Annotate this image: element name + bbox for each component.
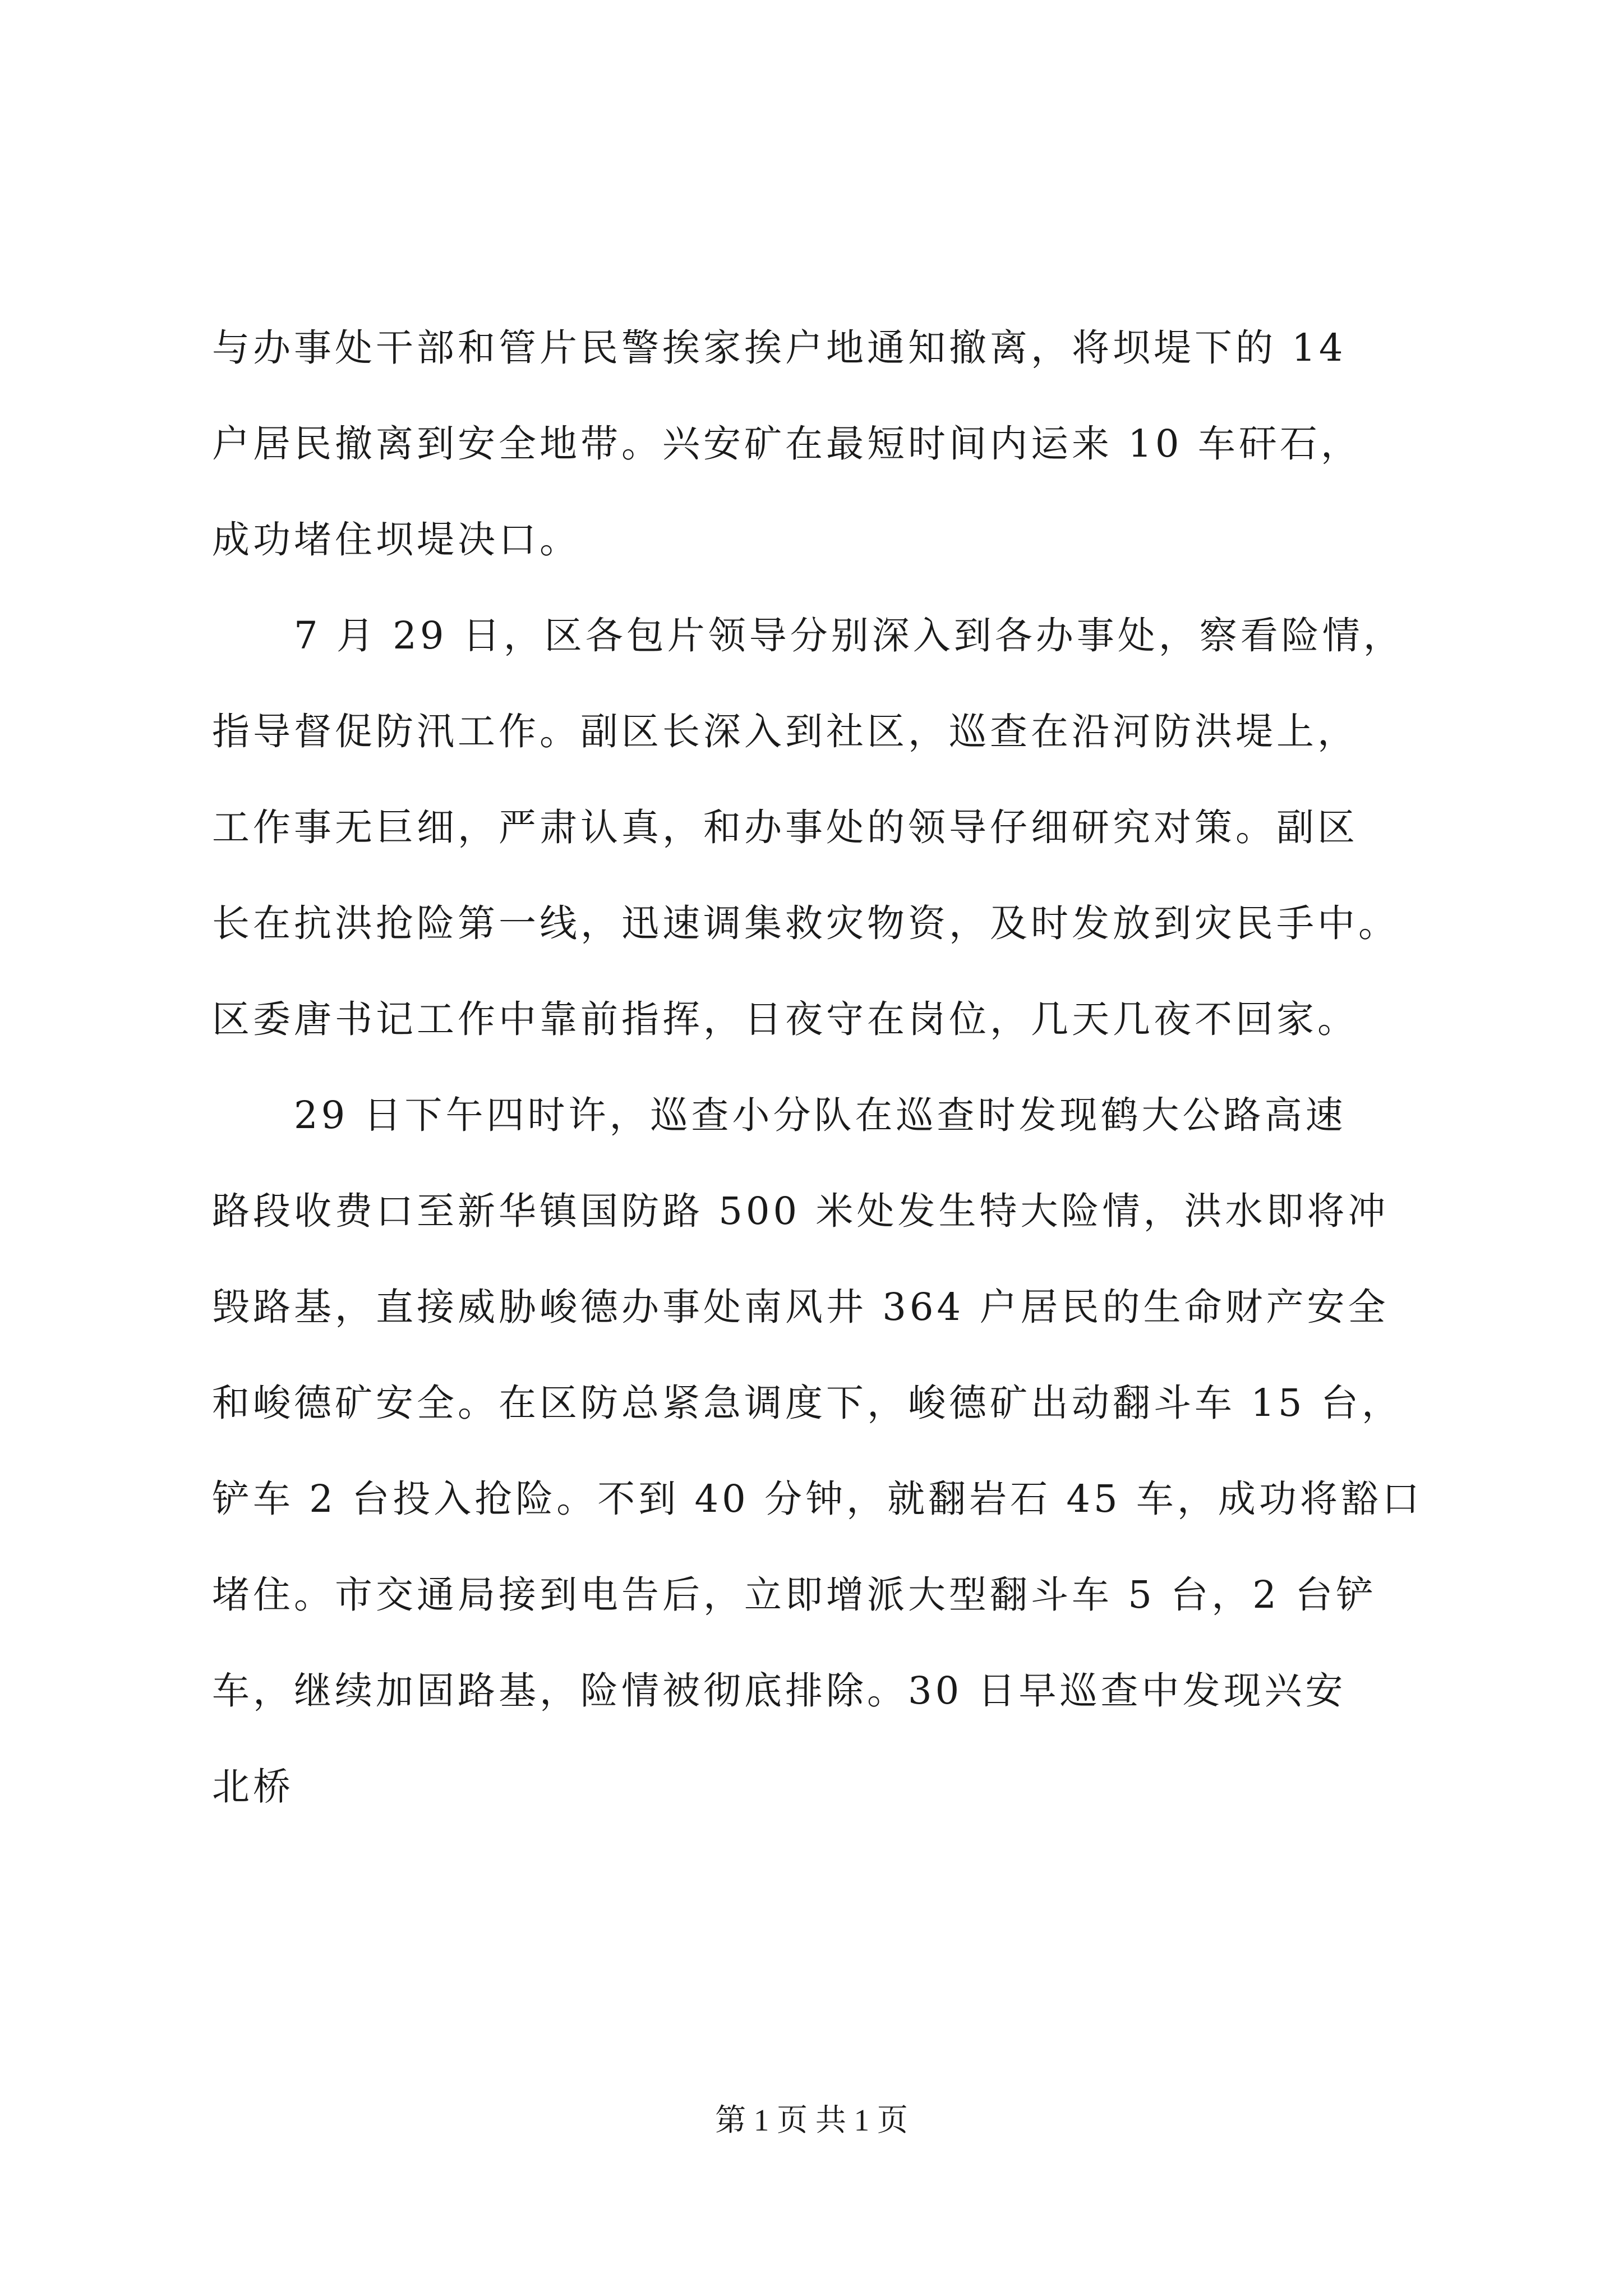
text-line: 工作事无巨细，严肃认真，和办事处的领导仔细研究对策。副区: [212, 806, 1358, 849]
page-footer: 第 1 页 共 1 页: [715, 2103, 908, 2137]
text-line: 成功堵住坝堤决口。: [212, 518, 580, 562]
paragraph-start-line: 7 月 29 日，区各包片领导分别深入到各办事处，察看险情，: [212, 614, 1404, 657]
text-line: 与办事处干部和管片民警挨家挨户地通知撤离，将坝堤下的 14: [212, 326, 1347, 370]
text-line: 毁路基，直接威胁峻德办事处南风井 364 户居民的生命财产安全: [212, 1285, 1389, 1329]
text-line: 区委唐书记工作中靠前指挥，日夜守在岗位，几天几夜不回家。: [212, 997, 1358, 1041]
text-line: 车，继续加固路基，险情被彻底排除。30 日早巡查中发现兴安: [212, 1669, 1347, 1713]
text-line: 堵住。市交通局接到电告后，立即增派大型翻斗车 5 台，2 台铲: [212, 1573, 1377, 1617]
text-line: 指导督促防汛工作。副区长深入到社区，巡查在沿河防洪堤上，: [212, 710, 1358, 753]
text-line: 铲车 2 台投入抢险。不到 40 分钟，就翻岩石 45 车，成功将豁口: [212, 1477, 1423, 1521]
body-text: [212, 300, 1432, 1835]
text-line: 和峻德矿安全。在区防总紧急调度下，峻德矿出动翻斗车 15 台，: [212, 1381, 1403, 1425]
text-line: 户居民撤离到安全地带。兴安矿在最短时间内运来 10 车矸石，: [212, 422, 1362, 466]
text-line: 北桥: [212, 1765, 294, 1809]
text-line: 长在抗洪抢险第一线，迅速调集救灾物资，及时发放到灾民手中。: [212, 901, 1399, 945]
text-line: 路段收费口至新华镇国防路 500 米处发生特大险情，洪水即将冲: [212, 1189, 1389, 1233]
paragraph-start-line: 29 日下午四时许，巡查小分队在巡查时发现鹤大公路高速: [212, 1093, 1347, 1137]
